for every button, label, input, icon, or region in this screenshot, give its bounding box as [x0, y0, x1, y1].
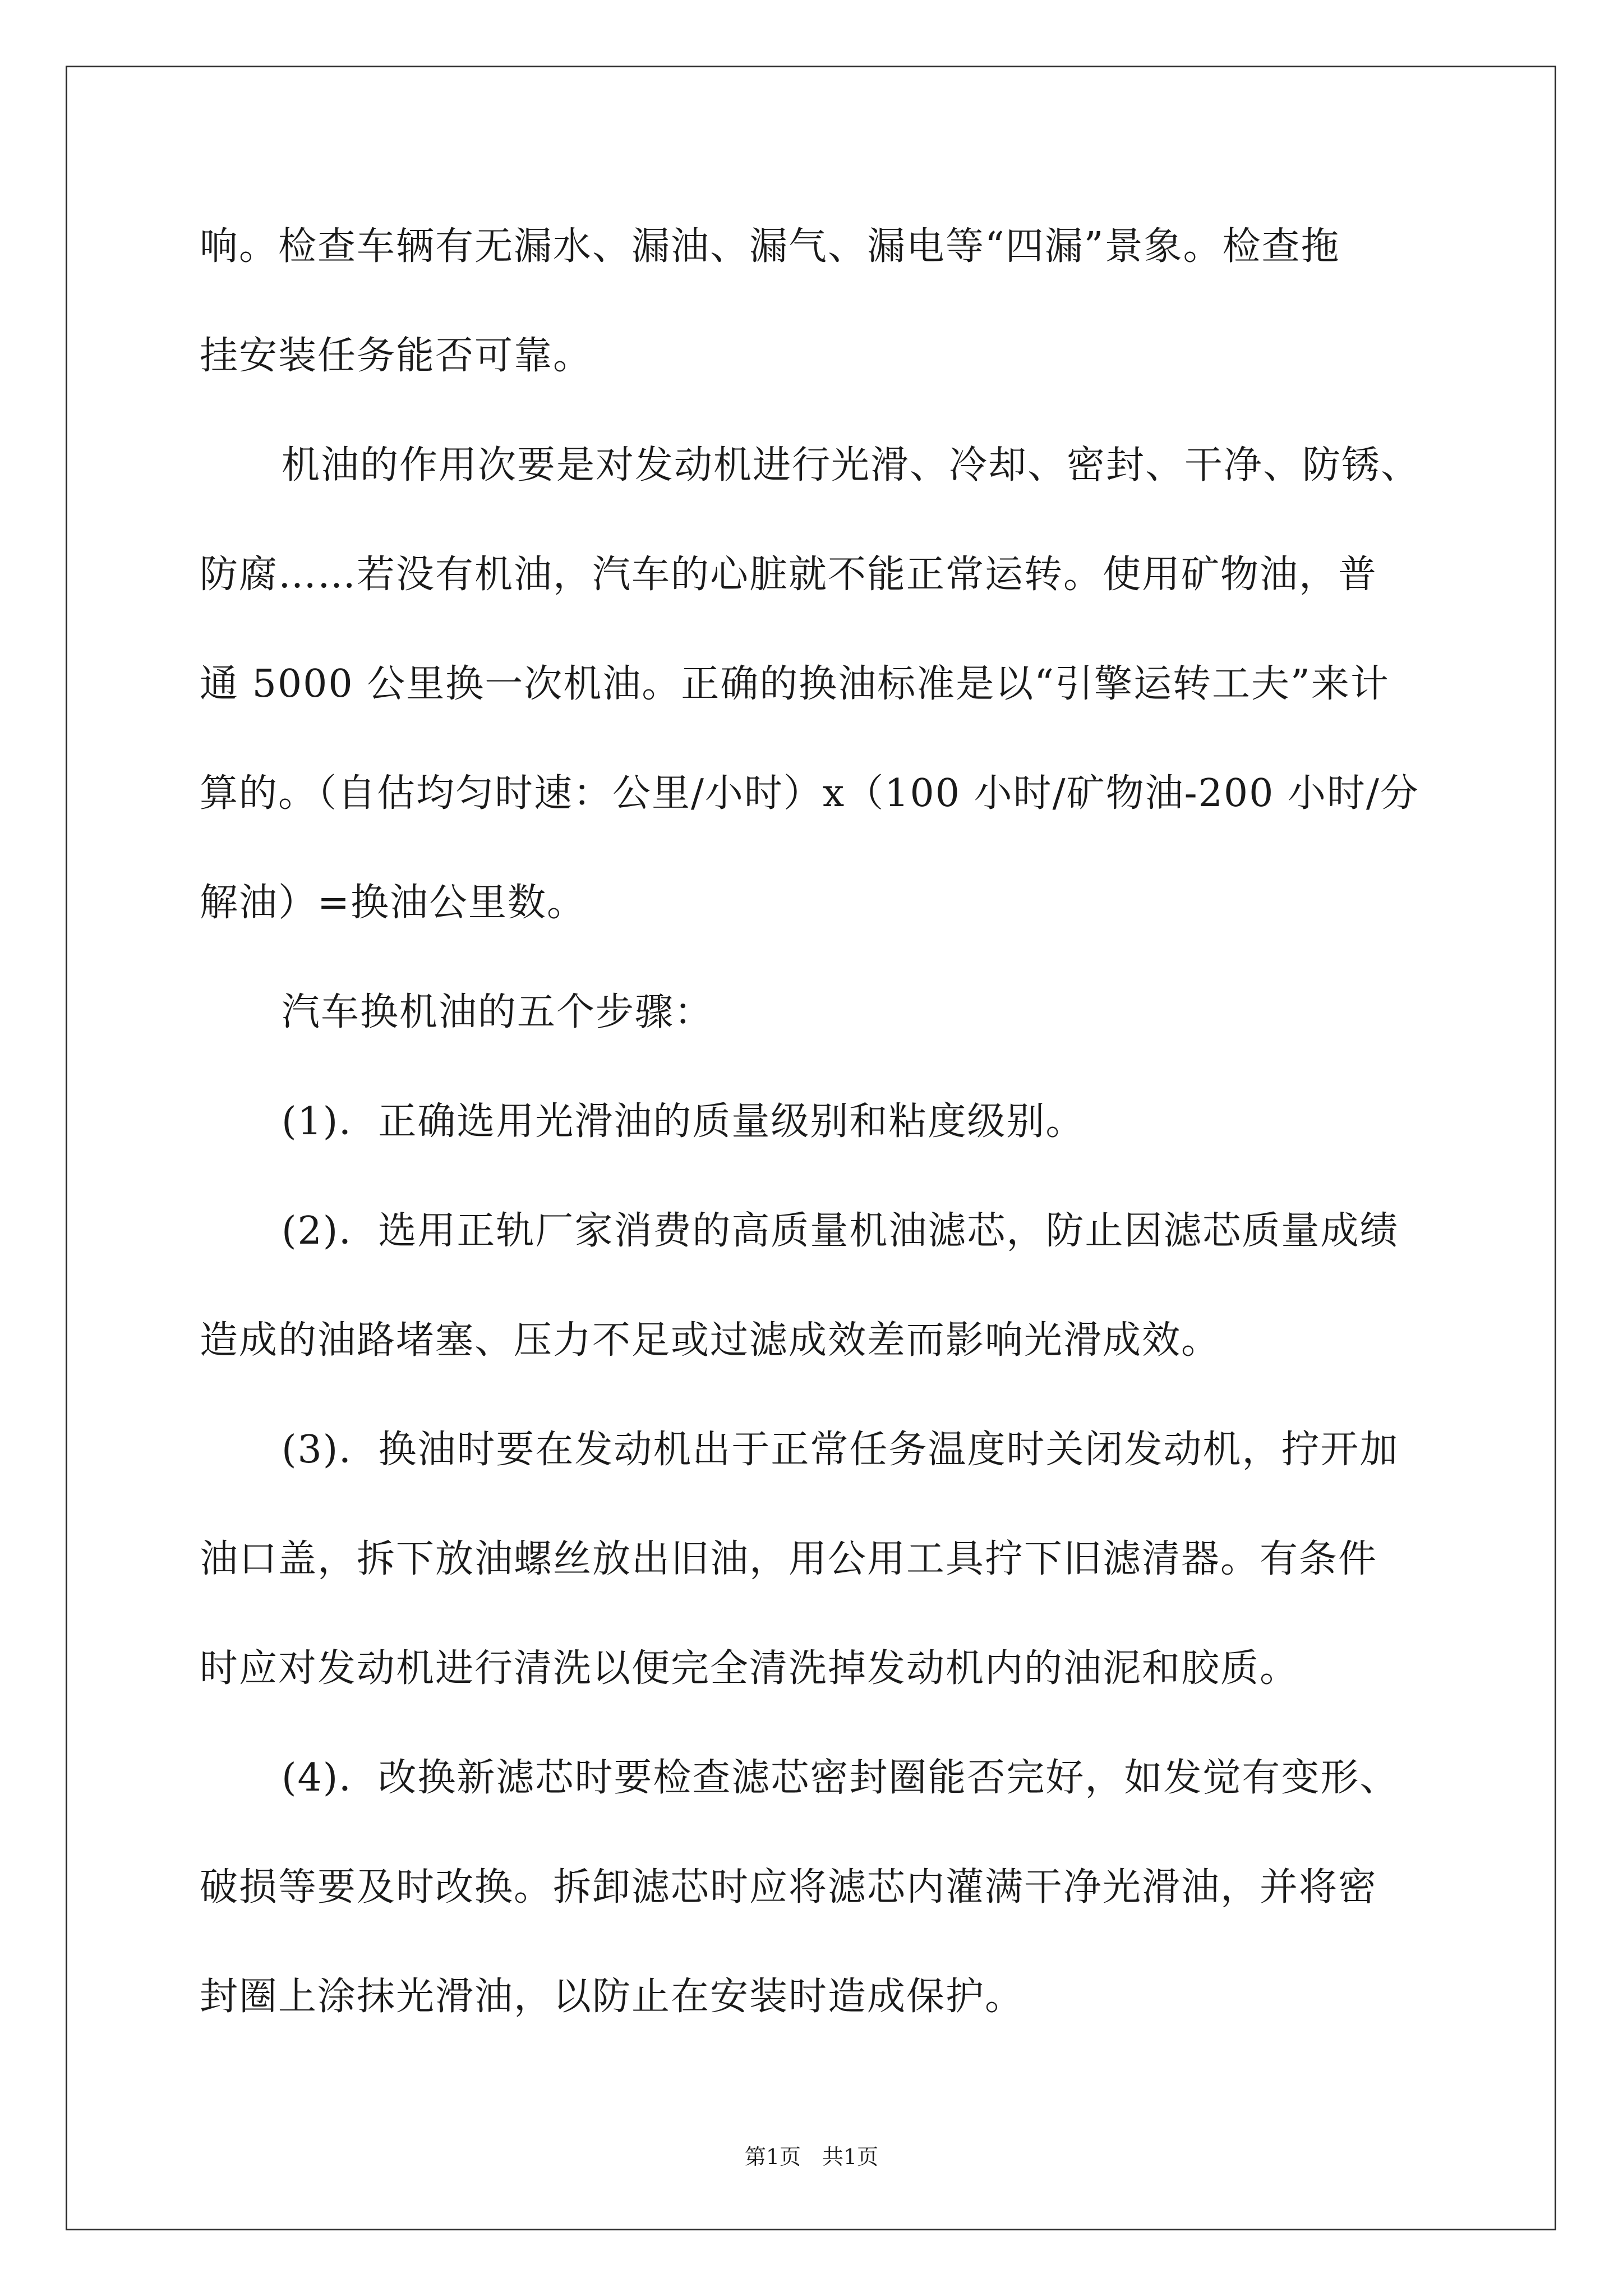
text-line: 解油）=换油公里数。: [200, 881, 586, 925]
page-number-footer: 第1页 共1页: [744, 2145, 879, 2169]
text-line: 时应对发动机进行清洗以便完全清洗掉发动机内的油泥和胶质。: [200, 1646, 1299, 1691]
text-line: 汽车换机油的五个步骤：: [282, 990, 714, 1034]
text-line: 算的。（自估均匀时速：公里/小时）x（100 小时/矿物油-200 小时/分: [200, 771, 1419, 816]
text-line: 防腐……若没有机油，汽车的心脏就不能正常运转。使用矿物油，普: [200, 553, 1378, 597]
text-line: 油口盖，拆下放油螺丝放出旧油，用公用工具拧下旧滤清器。有条件: [200, 1537, 1378, 1581]
text-line: (2)．选用正轨厂家消费的高质量机油滤芯，防止因滤芯质量成绩: [282, 1209, 1399, 1253]
text-line: (1)．正确选用光滑油的质量级别和粘度级别。: [282, 1099, 1085, 1144]
text-line: 机油的作用次要是对发动机进行光滑、冷却、密封、干净、防锈、: [282, 443, 1421, 487]
text-line: 挂安装任务能否可靠。: [200, 334, 593, 378]
text-line: 封圈上涂抹光滑油，以防止在安装时造成保护。: [200, 1975, 1025, 2019]
text-line: (3)．换油时要在发动机出于正常任务温度时关闭发动机，拧开加: [282, 1428, 1399, 1472]
text-line: (4)．改换新滤芯时要检查滤芯密封圈能否完好，如发觉有变形、: [282, 1756, 1399, 1800]
text-line: 响。检查车辆有无漏水、漏油、漏气、漏电等“四漏”景象。检查拖: [200, 224, 1340, 269]
text-line: 破损等要及时改换。拆卸滤芯时应将滤芯内灌满干净光滑油，并将密: [200, 1865, 1378, 1910]
text-line: 造成的油路堵塞、压力不足或过滤成效差而影响光滑成效。: [200, 1318, 1221, 1363]
text-line: 通 5000 公里换一次机油。正确的换油标准是以“引擎运转工夫”来计: [200, 662, 1390, 706]
